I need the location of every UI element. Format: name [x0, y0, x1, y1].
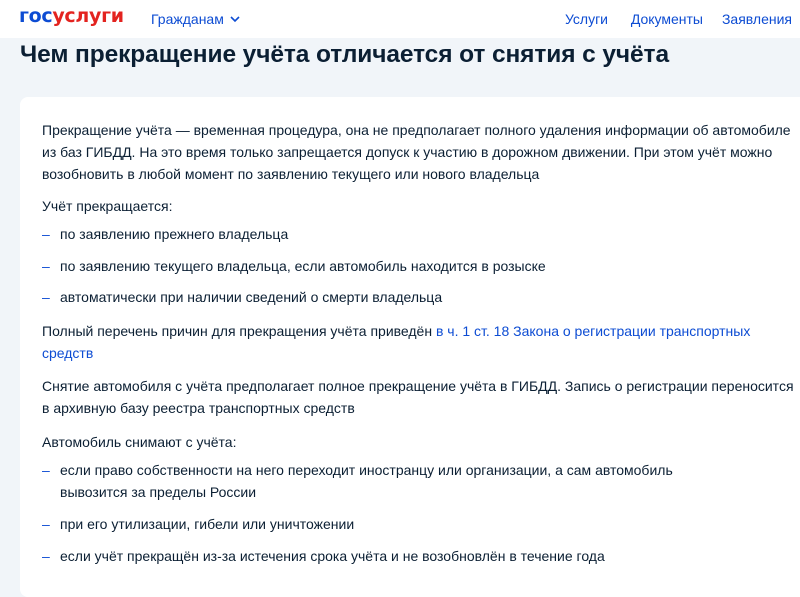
- audience-dropdown[interactable]: [151, 11, 240, 27]
- audience-dropdown-label: Гражданам: [151, 11, 224, 27]
- chevron-down-icon: [230, 16, 240, 23]
- dash-marker: –: [42, 258, 50, 274]
- logo-part-gos: гос: [19, 5, 53, 27]
- list-item: [42, 223, 782, 245]
- list-item-text: по заявлению прежнего владельца: [60, 226, 289, 242]
- dash-marker: –: [42, 462, 50, 478]
- list-heading-removed: Автомобиль снимают с учёта:: [42, 434, 237, 450]
- site-header: [0, 0, 800, 38]
- list-item-text: по заявлению текущего владельца, если автомобиль находится в розыске: [60, 258, 546, 274]
- list-item: [42, 286, 782, 308]
- logo-part-uslugi: услуги: [52, 5, 124, 27]
- list-item-text: если право собственности на него переходит иностранцу или организации, а сам автомобиль вывозится за пределы России: [60, 462, 673, 500]
- list-item: [42, 255, 782, 277]
- paragraph-full-list-text: Полный перечень причин для прекращения учёта приведён: [42, 323, 436, 339]
- nav-link-documents[interactable]: Документы: [630, 11, 703, 27]
- paragraph-deregistration-pause: Прекращение учёта — временная процедура, она не предполагает полного удаления информации об автомобиле из баз ГИБДД. На это время только запрещается допуск к участию в дорожном движении. При этом учёт можно возобновить в любой момент по заявлению текущего или нового владельца: [42, 122, 791, 182]
- list-item-text: автоматически при наличии сведений о смерти владельца: [60, 289, 443, 305]
- list-item: [42, 545, 782, 567]
- list-heading-stopped: Учёт прекращается:: [42, 198, 173, 214]
- page-title: Чем прекращение учёта отличается от снятия с учёта: [20, 41, 669, 68]
- dash-marker: –: [42, 548, 50, 564]
- dash-marker: –: [42, 516, 50, 532]
- list-item-text: при его утилизации, гибели или уничтожении: [60, 516, 355, 532]
- law-link[interactable]: в ч. 1 ст. 18 Закона о регистрации транспортных средств: [42, 323, 751, 361]
- list-item: [42, 513, 782, 535]
- list-item: [42, 459, 742, 503]
- dash-marker: –: [42, 226, 50, 242]
- paragraph-removal: Снятие автомобиля с учёта предполагает полное прекращение учёта в ГИБДД. Запись о регистрации переносится в архивную базу реестра транспортных средств: [42, 378, 794, 416]
- nav-link-applications[interactable]: Заявления: [721, 11, 792, 27]
- dash-marker: –: [42, 289, 50, 305]
- gosuslugi-logo[interactable]: [19, 5, 124, 27]
- list-item-text: если учёт прекращён из-за истечения срока учёта и не возобновлён в течение года: [60, 548, 605, 564]
- paragraph-full-list: [42, 320, 762, 364]
- nav-link-services[interactable]: Услуги: [564, 11, 608, 27]
